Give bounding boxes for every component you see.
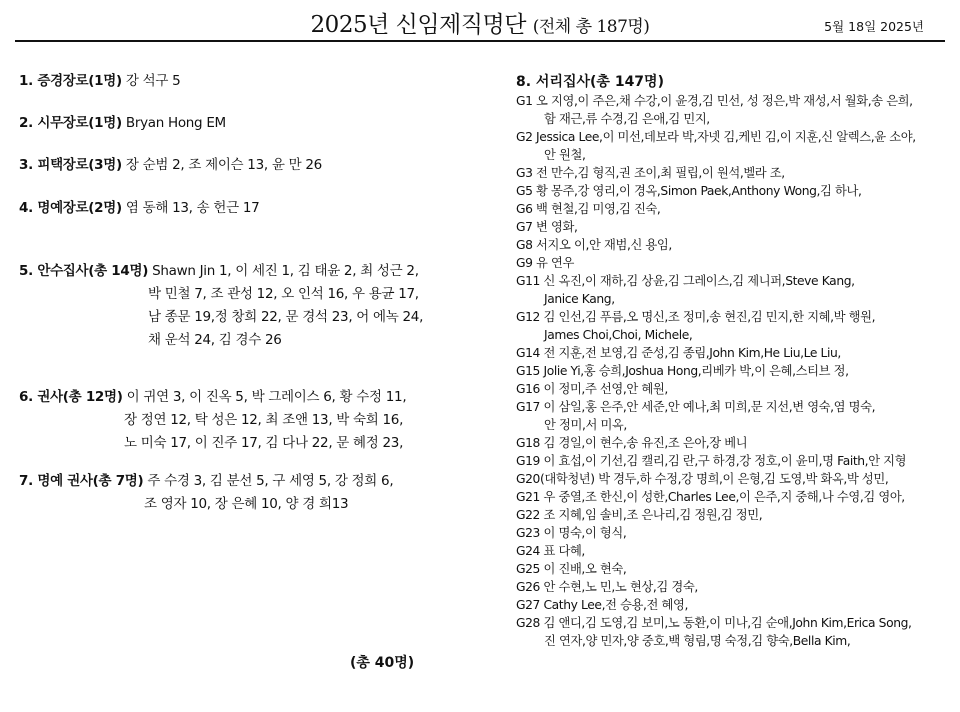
group-entry bbox=[516, 308, 946, 344]
group-line-continued: 안 정미,서 미옥, bbox=[544, 418, 627, 432]
group-line: G28 김 앤디,김 도영,김 보미,노 동환,이 미나,김 순애,John Kim,Erica Song, bbox=[516, 616, 912, 630]
group-line: G11 신 옥진,이 재하,김 상윤,김 그레이스,김 제니퍼,Steve Kang, bbox=[516, 274, 855, 288]
group-entry bbox=[516, 542, 946, 560]
section-heading: 3. 피택장로(3명) bbox=[19, 157, 122, 173]
group-line-continued: 안 원철, bbox=[544, 148, 586, 162]
group-line-continued: James Choi,Choi, Michele, bbox=[544, 328, 693, 342]
section-heading: 4. 명예장로(2명) bbox=[19, 200, 122, 216]
group-entry bbox=[516, 92, 946, 128]
section-names: 박 민철 7, 조 관성 12, 오 인석 16, 우 용균 17, bbox=[148, 286, 419, 302]
page-header bbox=[0, 0, 960, 44]
group-entry bbox=[516, 398, 946, 434]
group-entry bbox=[516, 218, 946, 236]
page-date: 5월 18일 2025년 bbox=[824, 19, 924, 34]
section-heading: 5. 안수집사(총 14명) bbox=[19, 263, 149, 279]
header-divider bbox=[15, 40, 945, 42]
section-honorary-elder bbox=[19, 197, 259, 220]
group-line: G18 김 경일,이 현수,송 유진,조 은아,장 베니 bbox=[516, 436, 748, 450]
group-entry bbox=[516, 200, 946, 218]
section-names: 주 수경 3, 김 분선 5, 구 세영 5, 강 정희 6, bbox=[143, 473, 394, 489]
group-line-continued: 진 연자,양 민자,양 중호,백 형림,명 숙정,김 향숙,Bella Kim, bbox=[544, 634, 851, 648]
group-line: G5 황 몽주,강 영리,이 경옥,Simon Paek,Anthony Wong,김 하나, bbox=[516, 184, 862, 198]
section-honorary-kwonsa bbox=[19, 470, 393, 516]
group-line-continued: 함 재근,류 수경,김 은애,김 민지, bbox=[544, 112, 710, 126]
group-line: G3 전 만수,김 형직,권 조이,최 필립,이 원석,벨라 조, bbox=[516, 166, 785, 180]
section-names: 남 종문 19,정 창희 22, 문 경석 23, 어 에녹 24, bbox=[148, 309, 424, 325]
group-line: G19 이 효섭,이 기선,김 캘리,김 란,구 하경,강 정호,이 윤미,명 Faith,안 지형 bbox=[516, 454, 907, 468]
group-entry bbox=[516, 596, 946, 614]
group-entry bbox=[516, 272, 946, 308]
group-entry bbox=[516, 344, 946, 362]
page-title bbox=[0, 6, 960, 39]
group-line: G16 이 정미,주 선영,안 혜원, bbox=[516, 382, 668, 396]
section-heading: 2. 시무장로(1명) bbox=[19, 115, 122, 131]
group-line: G25 이 진배,오 현숙, bbox=[516, 562, 627, 576]
section-names: 조 영자 10, 장 은혜 10, 양 경 희13 bbox=[144, 496, 349, 512]
section-names: Shawn Jin 1, 이 세진 1, 김 태윤 2, 최 성근 2, bbox=[148, 263, 419, 279]
section-names: 장 정연 12, 탁 성은 12, 최 조앤 13, 박 숙희 16, bbox=[124, 412, 404, 428]
group-entry bbox=[516, 506, 946, 524]
section-elder-elect bbox=[19, 154, 322, 177]
group-line: G23 이 명숙,이 형식, bbox=[516, 526, 627, 540]
deacon-list bbox=[516, 72, 946, 650]
title-subtitle: (전체 총 187명) bbox=[532, 17, 650, 37]
group-line: G26 안 수현,노 민,노 현상,김 경숙, bbox=[516, 580, 698, 594]
group-line: G12 김 인선,김 푸름,오 명신,조 정미,송 현진,김 민지,한 지혜,박 행원, bbox=[516, 310, 876, 324]
group-line: G22 조 지혜,임 솔비,조 은나리,김 정원,김 정민, bbox=[516, 508, 763, 522]
group-line: G8 서지오 이,안 재범,신 용임, bbox=[516, 238, 672, 252]
group-entry bbox=[516, 254, 946, 272]
group-entry bbox=[516, 128, 946, 164]
section-ordained-deacon bbox=[19, 260, 423, 352]
group-line: G20(대학청년) 박 경두,하 수정,강 명희,이 은형,김 도영,박 화옥,박 성민, bbox=[516, 472, 889, 486]
group-line-continued: Janice Kang, bbox=[544, 292, 615, 306]
section-kwonsa bbox=[19, 386, 406, 455]
group-line: G27 Cathy Lee,전 승용,전 혜영, bbox=[516, 598, 688, 612]
group-line: G24 표 다혜, bbox=[516, 544, 585, 558]
group-line: G2 Jessica Lee,이 미선,데보라 박,자넷 김,케빈 김,이 지훈,신 알렉스,윤 소야, bbox=[516, 130, 916, 144]
group-entry bbox=[516, 470, 946, 488]
group-entry bbox=[516, 362, 946, 380]
group-entry bbox=[516, 236, 946, 254]
section-active-elder bbox=[19, 112, 226, 135]
section-heading: 1. 증경장로(1명) bbox=[19, 73, 122, 89]
group-entry bbox=[516, 488, 946, 506]
deacon-groups bbox=[516, 92, 946, 650]
group-entry bbox=[516, 380, 946, 398]
title-main: 2025년 신임제직명단 bbox=[310, 12, 526, 38]
group-entry bbox=[516, 452, 946, 470]
section-names: 장 순범 2, 조 제이슨 13, 윤 만 26 bbox=[121, 157, 322, 173]
group-entry bbox=[516, 524, 946, 542]
group-line: G7 변 영화, bbox=[516, 220, 578, 234]
group-entry bbox=[516, 164, 946, 182]
section-names: Bryan Hong EM bbox=[121, 115, 226, 131]
section-names: 염 동해 13, 송 헌근 17 bbox=[121, 200, 260, 216]
group-entry bbox=[516, 434, 946, 452]
section-names: 강 석구 5 bbox=[121, 73, 181, 89]
section-emeritus-elder bbox=[19, 70, 180, 93]
group-entry bbox=[516, 560, 946, 578]
section-heading: 7. 명예 권사(총 7명) bbox=[19, 473, 144, 489]
section-names: 노 미숙 17, 이 진주 17, 김 다나 22, 문 혜정 23, bbox=[124, 435, 404, 451]
section-names: 이 귀연 3, 이 진옥 5, 박 그레이스 6, 황 수정 11, bbox=[122, 389, 407, 405]
group-entry bbox=[516, 578, 946, 596]
group-entry bbox=[516, 182, 946, 200]
group-line: G17 이 삼일,홍 은주,안 세준,안 예나,최 미희,문 지선,변 영숙,염 명숙, bbox=[516, 400, 876, 414]
group-line: G15 Jolie Yi,홍 승희,Joshua Hong,리베카 박,이 은혜,스티브 정, bbox=[516, 364, 849, 378]
group-line: G21 우 중열,조 한신,이 성한,Charles Lee,이 은주,지 중해,나 수영,김 영아, bbox=[516, 490, 905, 504]
total-count: (총 40명) bbox=[350, 655, 415, 671]
deacon-heading: 8. 서리집사(총 147명) bbox=[516, 74, 664, 90]
section-heading: 6. 권사(총 12명) bbox=[19, 389, 123, 405]
group-line: G9 유 연우 bbox=[516, 256, 575, 270]
group-line: G1 오 지영,이 주은,채 수강,이 윤경,김 민선, 성 정은,박 재성,서 월화,송 은희, bbox=[516, 94, 913, 108]
group-line: G14 전 지훈,전 보영,김 준성,김 종림,John Kim,He Liu,Le Liu, bbox=[516, 346, 841, 360]
section-names: 채 운석 24, 김 경수 26 bbox=[148, 332, 282, 348]
group-entry bbox=[516, 614, 946, 650]
group-line: G6 백 현철,김 미영,김 진숙, bbox=[516, 202, 661, 216]
